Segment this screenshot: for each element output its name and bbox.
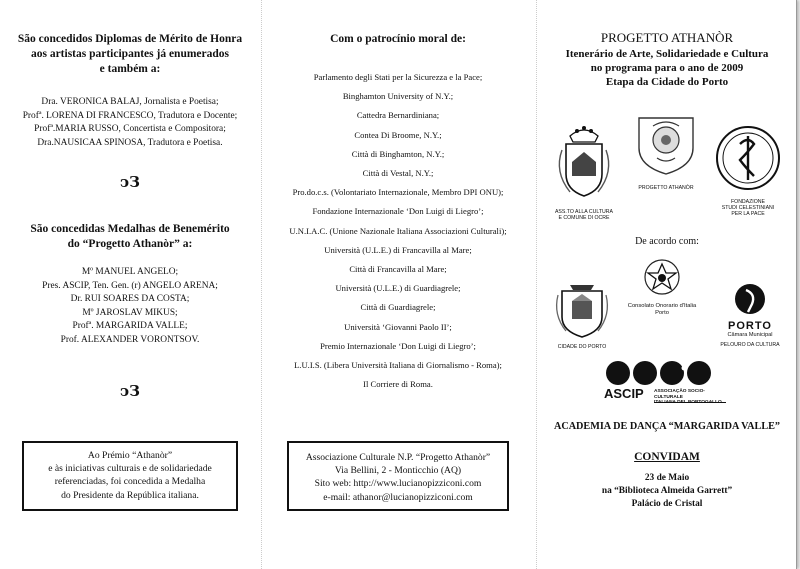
- porto-city-arms-icon: [552, 277, 612, 339]
- consolato-caption: [622, 303, 702, 317]
- list-item: Fondazione Internazionale ‘Don Luigi di Liegro’;: [312, 206, 484, 217]
- list-item: Parlamento degli Stati per la Sicurezza e la Pace;: [313, 72, 483, 82]
- caption-line: Consolato Onorario d'Italia: [627, 303, 697, 309]
- logo-porto-camara: [714, 282, 786, 348]
- diplomas-heading: [0, 32, 260, 77]
- heading-line: São concedidas Medalhas de Benemérito: [30, 223, 230, 235]
- list-item: Cattedra Bernardiniana;: [356, 110, 440, 121]
- award-box: [22, 441, 238, 511]
- event-details: [538, 472, 796, 510]
- ascip-dots-icon: [604, 360, 724, 386]
- celestiniani-seal-icon: [710, 122, 786, 194]
- list-item: Binghamton University of N.Y.;: [342, 91, 454, 102]
- caption-line: ASSOCIAÇÃO SOCIO-CULTURALE: [654, 389, 705, 400]
- middle-panel: [262, 0, 534, 569]
- diploma-recipients: [0, 96, 260, 150]
- heading-line: e também a:: [99, 63, 161, 75]
- contact-box: [287, 441, 509, 511]
- website-link[interactable]: Sito web: http://www.lucianopizziconi.com: [314, 478, 482, 490]
- caption-line: FONDAZIONE: [730, 199, 765, 205]
- list-item: Profª.MARIA RUSSO, Concertista e Compositora;: [34, 124, 226, 135]
- subtitle-line: Etapa da Cidade do Porto: [605, 76, 729, 88]
- box-line: Via Bellini, 2 - Monticchio (AQ): [334, 465, 462, 477]
- caption-line: Porto: [655, 310, 669, 316]
- list-item: Università (U.L.E.) di Guardiagrele;: [335, 283, 461, 294]
- logo-athanor: [631, 112, 701, 191]
- list-item: Città di Guardiagrele;: [360, 302, 436, 313]
- ascip-underline: [654, 402, 726, 403]
- fold-line: [536, 0, 537, 569]
- box-line: e às iniciativas culturais e de solidariedade: [48, 463, 212, 475]
- patronage-heading: Com o patrocínio moral de:: [330, 33, 466, 45]
- event-venue: na “Biblioteca Almeida Garrett”: [601, 485, 733, 496]
- box-line: referenciadas, foi concedida a Medalha: [54, 476, 206, 488]
- list-item: L.U.I.S. (Libera Università Italiana di Giornalismo - Roma);: [294, 360, 502, 371]
- list-item: Premio Internazionale ‘Don Luigi di Liegro’;: [320, 340, 476, 351]
- box-line: do Presidente da República italiana.: [61, 489, 199, 501]
- academy-name: ACADEMIA DE DANÇA “MARGARIDA VALLE”: [553, 421, 781, 432]
- list-item: Città di Binghamton, N.Y.;: [351, 148, 445, 159]
- porto-camara-logo-icon: [728, 282, 772, 316]
- logo-ascip: [602, 360, 732, 414]
- pelouro-caption: PELOURO DA CULTURA: [720, 342, 780, 348]
- heading-line: São concedidos Diplomas de Mérito de Honra: [17, 33, 243, 45]
- invite-text: CONVIDAM: [634, 451, 700, 463]
- subtitle-line: Itenerário de Arte, Solidariedade e Cultura: [565, 48, 769, 60]
- caption-line: ASS.TO ALLA CULTURA: [554, 209, 614, 215]
- event-place: Palácio de Cristal: [631, 498, 703, 509]
- project-title: PROGETTO ATHANÒR: [600, 30, 734, 45]
- list-item: Mº JAROSLAV MIKUS;: [82, 307, 178, 318]
- caption-line: E COMUNE DI OCRE: [558, 215, 610, 222]
- list-item: Pres. ASCIP, Ten. Gen. (r) ANGELO ARENA;: [42, 280, 218, 291]
- medal-recipients: [0, 266, 260, 348]
- camara-label: Câmara Municipal: [727, 332, 773, 338]
- project-subtitle: [538, 47, 796, 89]
- list-item: Città di Vestal, N.Y.;: [362, 168, 434, 179]
- medals-heading: [0, 222, 260, 252]
- caption-line: PER LA PACE: [731, 211, 765, 218]
- list-item: Dra.NAUSICAA SPINOSA, Tradutora e Poetisa.: [37, 137, 223, 148]
- list-item: Mº MANUEL ANGELO;: [81, 267, 179, 277]
- ocre-coat-of-arms-icon: [548, 122, 620, 204]
- email-link[interactable]: e-mail: athanor@lucianopizziconi.com: [323, 491, 473, 503]
- ascip-wordmark: ASCIP: [604, 386, 644, 401]
- logo-celestiniani: [710, 122, 786, 218]
- list-item: U.N.I.A.C. (Unione Nazionale Italiana Associazioni Culturali);: [289, 225, 507, 236]
- list-item: Contea Di Broome, N.Y.;: [354, 129, 442, 140]
- list-item: Università ‘Giovanni Paolo II’;: [344, 321, 452, 332]
- celestiniani-caption: [710, 199, 786, 218]
- logo-consolato: [622, 256, 702, 317]
- italian-republic-emblem-icon: [622, 256, 702, 298]
- list-item: Dra. VERONICA BALAJ, Jornalista e Poetisa;: [41, 97, 219, 107]
- left-panel: [0, 0, 260, 569]
- right-panel: [538, 0, 796, 569]
- ocre-caption: [548, 209, 620, 221]
- box-line: Ao Prémio “Athanòr”: [87, 450, 173, 461]
- ornament-divider: ↄЗ: [120, 382, 140, 400]
- box-line: Associazione Culturale N.P. “Progetto Athanòr”: [305, 452, 491, 463]
- list-item: Il Corriere di Roma.: [363, 379, 433, 390]
- caption-line: STUDI CELESTINIANI: [721, 205, 775, 212]
- heading-line: aos artistas participantes já enumerados: [30, 48, 230, 60]
- list-item: Città di Francavilla al Mare;: [349, 264, 447, 275]
- event-date: 23 de Maio: [644, 473, 690, 483]
- list-item: Profª. LORENA DI FRANCESCO, Tradutora e Docente;: [22, 110, 238, 121]
- logo-ocre: [548, 122, 620, 221]
- heading-line: do “Progetto Athanòr” a:: [67, 238, 193, 250]
- list-item: Profª. MARGARIDA VALLE;: [72, 321, 188, 332]
- list-item: Prof. ALEXANDER VORONTSOV.: [60, 334, 200, 345]
- patrons-list: [262, 68, 534, 394]
- subtitle-line: no programa para o ano de 2009: [590, 62, 744, 74]
- invite-label: [538, 450, 796, 465]
- logo-cidade-porto: [552, 277, 612, 350]
- list-item: Pro.do.c.s. (Volontariato Internazionale, Membro DPI ONU);: [292, 187, 504, 198]
- list-item: Università (U.L.E.) di Francavilla al Mare;: [324, 244, 472, 255]
- ornament-divider: ↄЗ: [120, 173, 140, 191]
- agreement-label: De acordo com:: [635, 236, 699, 247]
- athanor-emblem-icon: [631, 112, 701, 178]
- athanor-caption: PROGETTO ATHANÒR: [638, 185, 694, 191]
- list-item: Dr. RUI SOARES DA COSTA;: [70, 294, 190, 305]
- ascip-description: [654, 389, 732, 406]
- cidade-caption: CIDADE DO PORTO: [557, 344, 607, 350]
- porto-wordmark: PORTO: [728, 320, 772, 332]
